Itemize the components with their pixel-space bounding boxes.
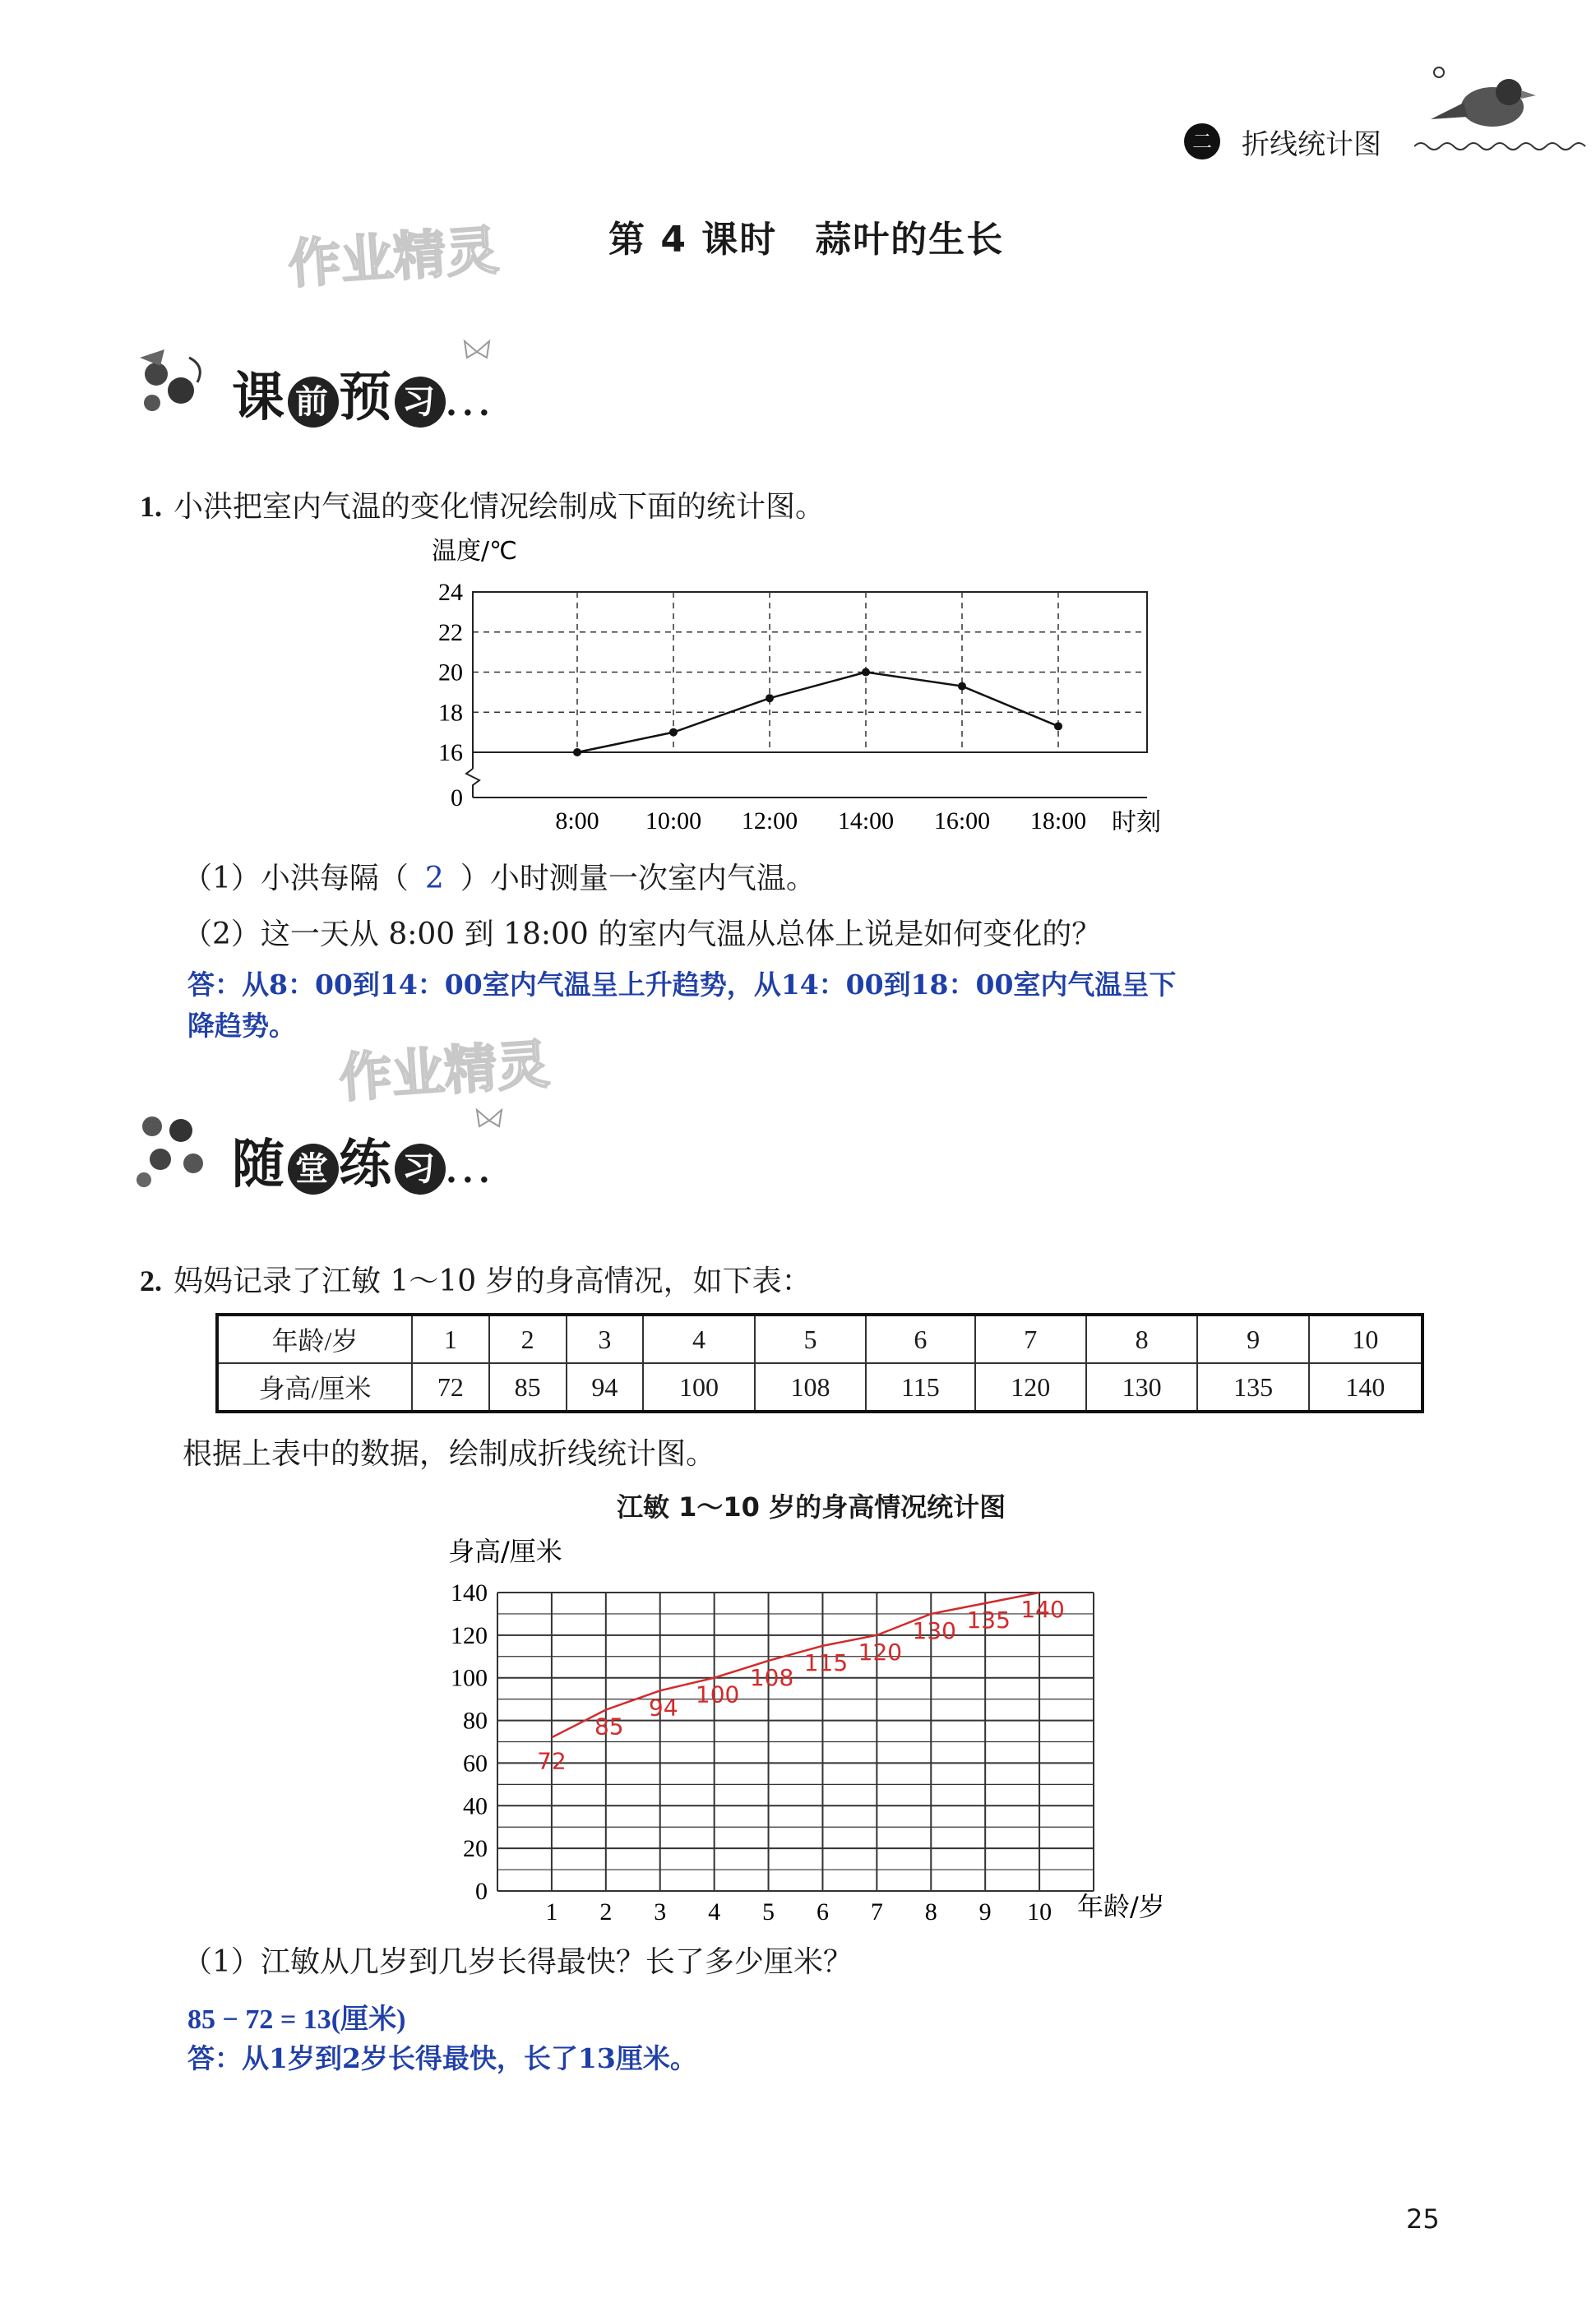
q1-sub2: （2）这一天从 8:00 到 18:00 的室内气温从总体上说是如何变化的？	[183, 918, 1102, 951]
section2-char-1: 随	[232, 1134, 288, 1195]
q1-sub1-answer: 2	[424, 862, 444, 895]
chart2-ytick-label: 40	[463, 1792, 488, 1820]
chart1-ytick-label: 18	[438, 699, 463, 727]
section-practice-heading	[232, 1122, 495, 1198]
chart2-xtick-label: 8	[924, 1898, 937, 1926]
q2-after-table: 根据上表中的数据，绘制成折线统计图。	[183, 1437, 716, 1471]
table-cell: 7	[975, 1315, 1086, 1363]
q2-prompt: 妈妈记录了江敏 1～10 岁的身高情况，如下表：	[173, 1264, 812, 1298]
chart2-ytick-label: 0	[475, 1878, 488, 1905]
q2-text	[140, 1258, 812, 1300]
flower-decoration-icon	[132, 341, 222, 423]
chart2-ytick-label: 60	[463, 1750, 488, 1778]
chart2-data-label: 130	[912, 1616, 956, 1644]
height-line-chart	[428, 1529, 1217, 1932]
chart2-data-label: 108	[749, 1663, 794, 1691]
chart2-data-label: 115	[803, 1648, 849, 1676]
chart2-ytick-label: 120	[451, 1621, 488, 1649]
butterfly-icon	[473, 1106, 506, 1135]
chart2-xtick-label: 6	[816, 1898, 829, 1926]
chart2-ytick-label: 80	[463, 1707, 488, 1735]
chart2-ytick-label: 100	[451, 1664, 488, 1692]
chart1-xtick-label: 16:00	[933, 807, 991, 834]
chart1-xlabel: 时刻	[1112, 808, 1161, 837]
chart1-point	[669, 728, 678, 737]
q1-sub1-prefix: （1）小洪每隔（	[183, 862, 409, 895]
chart1-ylabel: 温度/℃	[432, 537, 517, 566]
q1-number: 1.	[140, 490, 162, 523]
watermark-2: 作业精灵	[337, 1034, 552, 1110]
table-cell: 120	[975, 1363, 1086, 1412]
chart1-point	[573, 748, 581, 756]
chart1-point	[862, 668, 870, 677]
table-cell: 3	[567, 1315, 644, 1363]
table-row-age	[217, 1315, 1423, 1363]
chart1-point	[766, 694, 774, 702]
q1-prompt: 小洪把室内气温的变化情况绘制成下面的统计图。	[173, 490, 826, 524]
section1-char-1: 课	[232, 367, 288, 428]
chart2-data-label: 120	[858, 1638, 903, 1666]
chart2-data-label: 85	[594, 1713, 624, 1741]
watermark: 作业精灵	[286, 220, 501, 296]
section-preview-heading	[232, 355, 495, 431]
chart2-data-label: 72	[537, 1747, 567, 1775]
q1-answer-line2: 降趋势。	[187, 1010, 296, 1042]
bird-decoration	[1414, 58, 1587, 156]
chart2-xtick-label: 3	[654, 1898, 667, 1926]
q1-text	[140, 483, 825, 525]
table-cell: 100	[643, 1363, 754, 1412]
chart1-point	[1054, 722, 1062, 730]
chart1-xtick-label: 8:00	[555, 807, 599, 834]
q2-calc: 85 − 72 = 13(厘米)	[187, 2004, 406, 2035]
chart2-xlabel: 年龄/岁	[1077, 1891, 1165, 1922]
table-cell: 72	[412, 1363, 489, 1412]
q2-answer: 答：从1岁到2岁长得最快，长了13厘米。	[187, 2042, 697, 2074]
table-cell: 2	[489, 1315, 567, 1363]
table-cell: 6	[866, 1315, 974, 1363]
chart1-ytick-label: 0	[451, 784, 463, 811]
chart1-point	[958, 682, 966, 691]
table-row-height	[217, 1363, 1423, 1412]
section2-char-2: 堂	[288, 1144, 339, 1195]
chart2-ytick-label: 20	[463, 1835, 488, 1863]
section2-char-3: 练	[339, 1134, 395, 1195]
chart1-ytick-label: 22	[438, 618, 463, 646]
section1-char-4: 习	[395, 377, 446, 428]
chart2-xtick-label: 1	[545, 1898, 558, 1926]
section1-char-3: 预	[339, 367, 395, 428]
table-cell: 1	[412, 1315, 489, 1363]
section2-dots: ...	[446, 1152, 495, 1190]
table-cell: 9	[1197, 1315, 1308, 1363]
section1-char-2: 前	[288, 377, 339, 428]
page-number: 25	[1406, 2203, 1440, 2235]
chart2-data-label: 94	[648, 1694, 678, 1722]
chart2-xtick-label: 9	[978, 1898, 992, 1926]
chart2-xtick-label: 10	[1027, 1898, 1052, 1926]
chart2-ylabel: 身高/厘米	[448, 1536, 562, 1567]
q1-sub1-suffix: ）小时测量一次室内气温。	[460, 862, 816, 895]
chart1-xtick-label: 14:00	[837, 807, 895, 834]
table-cell: 108	[755, 1363, 866, 1412]
temperature-line-chart	[411, 534, 1200, 847]
chart2-data-label: 140	[1020, 1596, 1065, 1623]
chart2-data-label: 100	[695, 1681, 740, 1708]
chart2-xtick-label: 7	[870, 1898, 883, 1926]
table-cell: 85	[489, 1363, 567, 1412]
chart2-title: 江敏 1～10 岁的身高情况统计图	[617, 1491, 1006, 1523]
chart1-ytick-label: 16	[438, 739, 463, 766]
q1-answer-line1: 答：从8：00到14：00室内气温呈上升趋势，从14：00到18：00室内气温呈下	[187, 969, 1177, 1001]
unit-number-badge: 二	[1184, 123, 1220, 160]
table-cell: 4	[643, 1315, 754, 1363]
table-cell: 10	[1309, 1315, 1423, 1363]
chart2-ytick-label: 140	[451, 1579, 488, 1607]
table-cell: 8	[1086, 1315, 1197, 1363]
table-cell: 130	[1086, 1363, 1197, 1412]
chart1-xtick-label: 18:00	[1029, 807, 1087, 834]
butterfly-icon	[460, 337, 493, 367]
chart2-xtick-label: 4	[708, 1898, 721, 1926]
table-header-height: 身高/厘米	[217, 1363, 412, 1412]
height-table	[215, 1313, 1424, 1413]
chart2-xtick-label: 2	[599, 1898, 613, 1926]
table-cell: 135	[1197, 1363, 1308, 1412]
table-cell: 140	[1309, 1363, 1423, 1412]
table-cell: 115	[866, 1363, 974, 1412]
section2-char-4: 习	[395, 1144, 446, 1195]
table-cell: 94	[567, 1363, 644, 1412]
q2-sub1: （1）江敏从几岁到几岁长得最快？长了多少厘米？	[183, 1945, 853, 1979]
chart2-data-label: 135	[966, 1606, 1011, 1634]
q2-number: 2.	[140, 1264, 162, 1297]
lesson-title: 第 4 课时 蒜叶的生长	[608, 219, 1005, 261]
chart1-xtick-label: 12:00	[741, 807, 798, 834]
table-cell: 5	[755, 1315, 866, 1363]
flower-decoration-icon	[132, 1102, 222, 1192]
q1-sub1	[183, 855, 816, 897]
section1-dots: ...	[446, 385, 495, 423]
chart1-xtick-label: 10:00	[645, 807, 702, 834]
chart1-ytick-label: 20	[438, 659, 463, 687]
chart2-xtick-label: 5	[762, 1898, 775, 1926]
table-header-age: 年龄/岁	[217, 1315, 412, 1363]
chart1-axis-zigzag	[466, 769, 479, 798]
chart1-ytick-label: 24	[438, 579, 463, 606]
unit-title: 折线统计图	[1242, 128, 1381, 161]
